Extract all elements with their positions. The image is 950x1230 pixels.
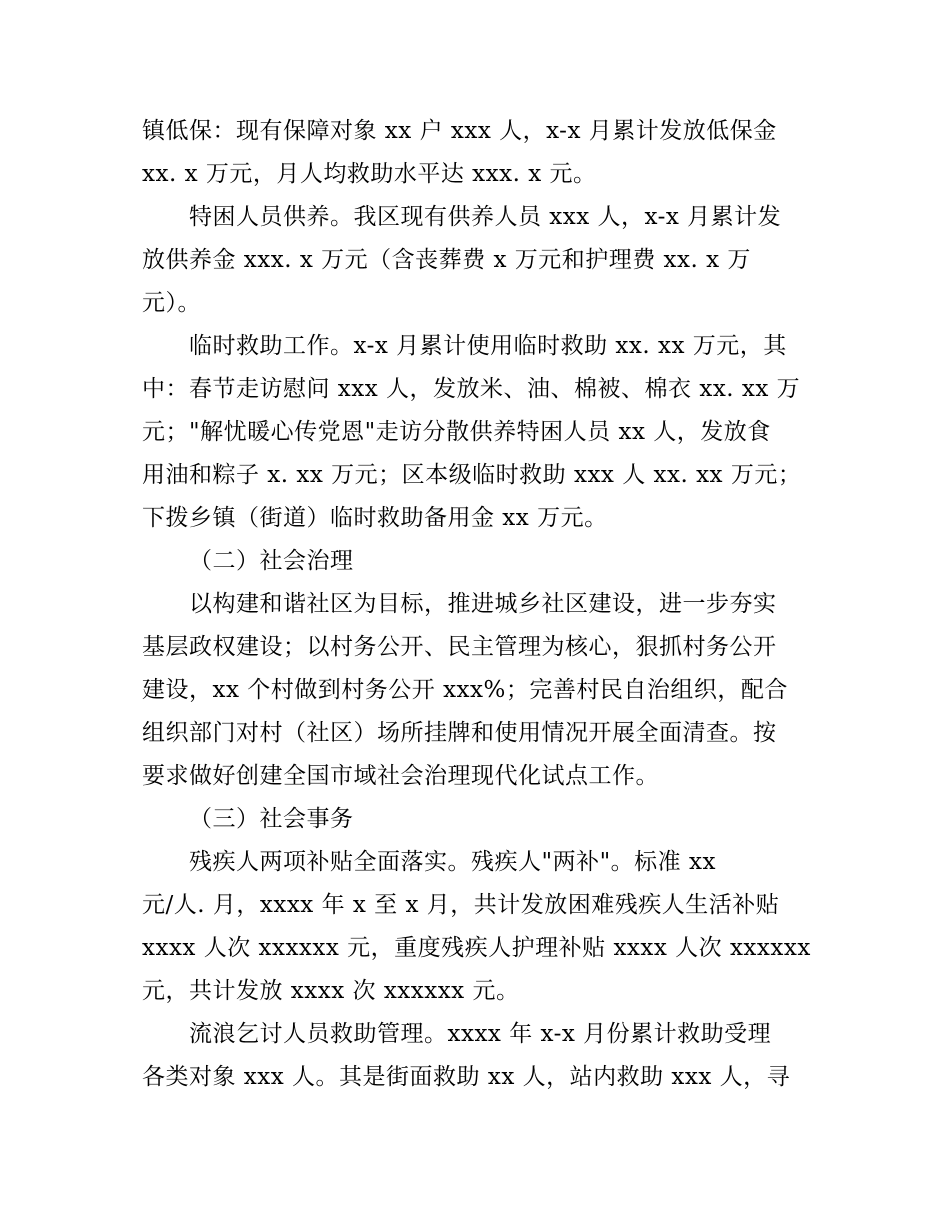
text-line: 组织部门对村（社区）场所挂牌和使用情况开展全面清查。按 [142, 720, 777, 746]
paragraph-special-hardship [142, 196, 812, 325]
text-line: 元）。 [142, 290, 201, 316]
text-line: 临时救助工作。x-x 月累计使用临时救助 xx. xx 万元，其 [189, 333, 787, 359]
section-heading: （三）社会事务 [189, 806, 354, 832]
text-line: 用油和粽子 x. xx 万元；区本级临时救助 xxx 人 xx. xx 万元； [142, 462, 802, 488]
text-line: 各类对象 xxx 人。其是街面救助 xx 人，站内救助 xxx 人，寻 [142, 1064, 791, 1090]
text-line: 建设，xx 个村做到村务公开 xxx%；完善村民自治组织，配合 [142, 677, 788, 703]
paragraph-disability-subsidies [142, 841, 812, 1013]
text-line: 残疾人两项补贴全面落实。残疾人"两补"。标准 xx [189, 849, 716, 875]
paragraph-vagrant-relief [142, 1013, 812, 1099]
section-heading: （二）社会治理 [189, 548, 354, 574]
document-body [142, 110, 812, 1099]
text-line: 特困人员供养。我区现有供养人员 xxx 人，x-x 月累计发 [189, 204, 782, 230]
section-heading-social-affairs [142, 798, 812, 841]
paragraph-social-governance [142, 583, 812, 798]
text-line: 以构建和谐社区为目标，推进城乡社区建设，进一步夯实 [189, 591, 777, 617]
text-line: 要求做好创建全国市域社会治理现代化试点工作。 [142, 763, 659, 789]
text-line: xx. x 万元，月人均救助水平达 xxx. x 元。 [142, 161, 597, 187]
text-line: 元；"解忧暖心传党恩"走访分散供养特困人员 xx 人，发放食 [142, 419, 771, 445]
text-line: 镇低保：现有保障对象 xx 户 xxx 人，x-x 月累计发放低保金 [142, 118, 777, 144]
text-line: 元/人. 月，xxxx 年 x 至 x 月，共计发放困难残疾人生活补贴 [142, 892, 780, 918]
text-line: 下拨乡镇（街道）临时救助备用金 xx 万元。 [142, 505, 608, 531]
paragraph-low-income [142, 110, 812, 196]
text-line: 中：春节走访慰问 xxx 人，发放米、油、棉被、棉衣 xx. xx 万 [142, 376, 801, 402]
paragraph-temporary-relief [142, 325, 812, 540]
text-line: 放供养金 xxx. x 万元（含丧葬费 x 万元和护理费 xx. x 万 [142, 247, 751, 273]
section-heading-social-governance [142, 540, 812, 583]
text-line: xxxx 人次 xxxxxx 元，重度残疾人护理补贴 xxxx 人次 xxxxxx [142, 935, 811, 961]
text-line: 基层政权建设；以村务公开、民主管理为核心，狠抓村务公开 [142, 634, 777, 660]
text-line: 流浪乞讨人员救助管理。xxxx 年 x-x 月份累计救助受理 [189, 1021, 772, 1047]
text-line: 元，共计发放 xxxx 次 xxxxxx 元。 [142, 978, 520, 1004]
